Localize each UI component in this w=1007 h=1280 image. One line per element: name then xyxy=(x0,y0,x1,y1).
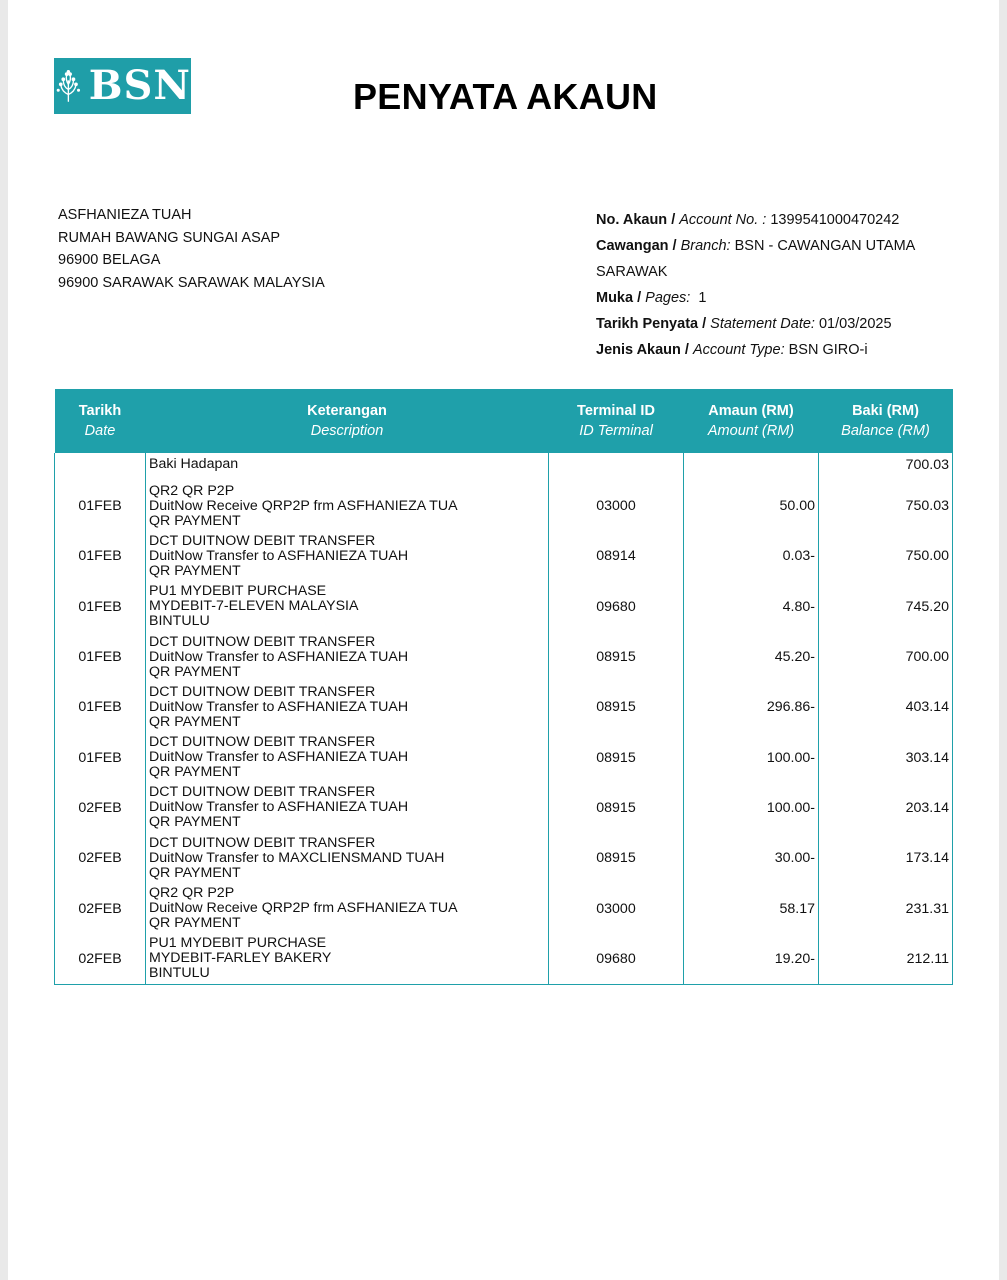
account-number-value: 1399541000470242 xyxy=(770,212,900,228)
table-row xyxy=(55,682,953,732)
description-line: PU1 MYDEBIT PURCHASE xyxy=(149,583,327,600)
table-row xyxy=(55,934,953,985)
description-line: MYDEBIT-FARLEY BAKERY xyxy=(149,950,332,967)
balance-cell: 403.14 xyxy=(819,682,953,732)
table-row xyxy=(55,883,953,933)
header-en: Description xyxy=(310,423,384,439)
amount-cell: 296.86- xyxy=(684,682,819,732)
balance-cell: 231.31 xyxy=(819,883,953,933)
statement-page xyxy=(8,0,999,1280)
description-cell xyxy=(146,582,549,632)
description-line: DCT DUITNOW DEBIT TRANSFER xyxy=(149,834,376,851)
description-cell xyxy=(146,481,549,531)
terminal-cell xyxy=(549,453,684,481)
pages-row xyxy=(596,285,956,311)
description-line: QR PAYMENT xyxy=(149,713,241,730)
terminal-cell: 03000 xyxy=(549,883,684,933)
date-cell: 01FEB xyxy=(55,481,146,531)
description-line: QR PAYMENT xyxy=(149,764,241,781)
description-line: QR2 QR P2P xyxy=(149,885,235,902)
description-line: DuitNow Transfer to ASFHANIEZA TUAH xyxy=(149,547,409,564)
description-line: DuitNow Receive QRP2P frm ASFHANIEZA TUA xyxy=(149,497,458,514)
column-header-date xyxy=(55,389,146,453)
description-cell xyxy=(146,783,549,833)
amount-cell: 100.00- xyxy=(684,732,819,782)
amount-cell: 100.00- xyxy=(684,783,819,833)
statement-date-label-bm: Tarikh Penyata / xyxy=(596,316,707,332)
description-line: QR2 QR P2P xyxy=(149,482,235,499)
table-header-row xyxy=(55,389,953,453)
column-header-description xyxy=(146,389,549,453)
table-row xyxy=(55,783,953,833)
description-cell xyxy=(146,531,549,581)
branch-label-bm: Cawangan / xyxy=(596,238,677,254)
amount-cell xyxy=(684,453,819,481)
description-cell xyxy=(146,883,549,933)
date-cell: 02FEB xyxy=(55,783,146,833)
customer-address xyxy=(58,204,325,294)
pages-label-bm: Muka / xyxy=(596,290,642,306)
description-line: DCT DUITNOW DEBIT TRANSFER xyxy=(149,532,376,549)
amount-cell: 4.80- xyxy=(684,582,819,632)
tree-emblem-icon xyxy=(54,66,83,106)
description-line: DCT DUITNOW DEBIT TRANSFER xyxy=(149,633,376,650)
balance-cell: 700.00 xyxy=(819,632,953,682)
description-line: DuitNow Transfer to MAXCLIENSMAND TUAH xyxy=(149,849,445,866)
description-line: PU1 MYDEBIT PURCHASE xyxy=(149,935,327,952)
balance-cell: 173.14 xyxy=(819,833,953,883)
header-bm: Tarikh xyxy=(78,403,122,419)
amount-cell: 45.20- xyxy=(684,632,819,682)
pages-label-en: Pages: xyxy=(645,290,691,306)
description-line: DuitNow Transfer to ASFHANIEZA TUAH xyxy=(149,698,409,715)
balance-cell: 303.14 xyxy=(819,732,953,782)
branch-label-en: Branch: xyxy=(680,238,731,254)
terminal-cell: 08915 xyxy=(549,783,684,833)
statement-date-row xyxy=(596,311,956,337)
description-line: BINTULU xyxy=(149,613,210,630)
address-line: RUMAH BAWANG SUNGAI ASAP xyxy=(58,229,281,246)
balance-cell: 745.20 xyxy=(819,582,953,632)
terminal-cell: 08915 xyxy=(549,732,684,782)
pages-value: 1 xyxy=(698,290,707,306)
header-en: Amount (RM) xyxy=(707,423,795,439)
amount-cell: 58.17 xyxy=(684,883,819,933)
branch-value: BSN - CAWANGAN UTAMA xyxy=(734,238,916,254)
description-cell: Baki Hadapan xyxy=(146,453,549,481)
address-line: 96900 SARAWAK SARAWAK MALAYSIA xyxy=(58,274,325,291)
table-row xyxy=(55,732,953,782)
table-row xyxy=(55,833,953,883)
description-line: BINTULU xyxy=(149,965,210,982)
header-bm: Keterangan xyxy=(307,403,387,419)
statement-date-value: 01/03/2025 xyxy=(818,316,892,332)
column-header-amount xyxy=(684,389,819,453)
bsn-logo xyxy=(54,58,191,114)
terminal-cell: 03000 xyxy=(549,481,684,531)
description-cell xyxy=(146,632,549,682)
amount-cell: 0.03- xyxy=(684,531,819,581)
transaction-table-wrapper xyxy=(54,389,952,985)
header-bm: Amaun (RM) xyxy=(708,403,794,419)
address-line: ASFHANIEZA TUAH xyxy=(58,207,192,223)
description-line: QR PAYMENT xyxy=(149,663,241,680)
balance-cell: 203.14 xyxy=(819,783,953,833)
header-en: Date xyxy=(84,423,116,439)
column-header-terminal xyxy=(549,389,684,453)
date-cell xyxy=(55,453,146,481)
description-cell xyxy=(146,833,549,883)
amount-cell: 19.20- xyxy=(684,934,819,985)
branch-row xyxy=(596,233,956,259)
table-row xyxy=(55,481,953,531)
date-cell: 01FEB xyxy=(55,682,146,732)
opening-balance-row xyxy=(55,453,953,481)
table-row xyxy=(55,582,953,632)
balance-cell: 700.03 xyxy=(819,453,953,481)
table-row xyxy=(55,531,953,581)
account-type-label-bm: Jenis Akaun / xyxy=(596,342,689,358)
header-en: Balance (RM) xyxy=(841,423,930,439)
description-line: DCT DUITNOW DEBIT TRANSFER xyxy=(149,784,376,801)
description-line: QR PAYMENT xyxy=(149,512,241,529)
branch-row-continued xyxy=(596,259,956,285)
balance-cell: 212.11 xyxy=(819,934,953,985)
date-cell: 01FEB xyxy=(55,632,146,682)
description-line: DuitNow Receive QRP2P frm ASFHANIEZA TUA xyxy=(149,900,458,917)
balance-cell: 750.00 xyxy=(819,531,953,581)
terminal-cell: 08914 xyxy=(549,531,684,581)
account-number-label-en: Account No. : xyxy=(679,212,767,228)
date-cell: 02FEB xyxy=(55,883,146,933)
description-line: DCT DUITNOW DEBIT TRANSFER xyxy=(149,683,376,700)
description-line: DuitNow Transfer to ASFHANIEZA TUAH xyxy=(149,749,409,766)
date-cell: 02FEB xyxy=(55,934,146,985)
description-cell xyxy=(146,732,549,782)
account-type-label-en: Account Type: xyxy=(692,342,785,358)
date-cell: 02FEB xyxy=(55,833,146,883)
date-cell: 01FEB xyxy=(55,732,146,782)
account-type-value: BSN GIRO-i xyxy=(788,342,868,358)
column-header-balance xyxy=(819,389,953,453)
account-number-label-bm: No. Akaun / xyxy=(596,212,676,228)
header-bm: Terminal ID xyxy=(577,403,655,419)
terminal-cell: 08915 xyxy=(549,632,684,682)
table-row xyxy=(55,632,953,682)
description-cell xyxy=(146,934,549,985)
description-line: QR PAYMENT xyxy=(149,864,241,881)
terminal-cell: 08915 xyxy=(549,833,684,883)
description-cell xyxy=(146,682,549,732)
branch-value-continued: SARAWAK xyxy=(596,264,668,280)
page-title: PENYATA AKAUN xyxy=(353,76,658,117)
account-number-row xyxy=(596,207,956,233)
date-cell: 01FEB xyxy=(55,582,146,632)
account-details xyxy=(596,207,956,363)
amount-cell: 50.00 xyxy=(684,481,819,531)
terminal-cell: 09680 xyxy=(549,582,684,632)
balance-cell: 750.03 xyxy=(819,481,953,531)
logo-text: BSN xyxy=(88,62,191,109)
description-line: DuitNow Transfer to ASFHANIEZA TUAH xyxy=(149,799,409,816)
terminal-cell: 08915 xyxy=(549,682,684,732)
description-line: QR PAYMENT xyxy=(149,814,241,831)
transaction-table xyxy=(54,389,953,985)
date-cell: 01FEB xyxy=(55,531,146,581)
description-line: DCT DUITNOW DEBIT TRANSFER xyxy=(149,734,376,751)
header-en: ID Terminal xyxy=(579,423,653,439)
header-bm: Baki (RM) xyxy=(852,403,919,419)
address-line: 96900 BELAGA xyxy=(58,252,161,268)
statement-date-label-en: Statement Date: xyxy=(710,316,815,332)
description-line: MYDEBIT-7-ELEVEN MALAYSIA xyxy=(149,598,359,615)
description-line: QR PAYMENT xyxy=(149,562,241,579)
account-type-row xyxy=(596,337,956,363)
description-line: QR PAYMENT xyxy=(149,915,241,932)
description-line: DuitNow Transfer to ASFHANIEZA TUAH xyxy=(149,648,409,665)
amount-cell: 30.00- xyxy=(684,833,819,883)
terminal-cell: 09680 xyxy=(549,934,684,985)
